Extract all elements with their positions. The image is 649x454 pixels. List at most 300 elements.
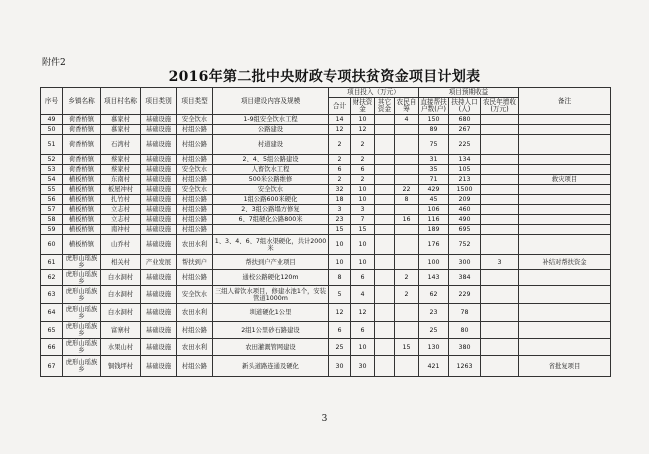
cell-category: 基础设施 (141, 155, 177, 165)
cell-population: 1500 (449, 185, 481, 195)
cell-income (481, 225, 519, 235)
cell-self: 15 (395, 339, 419, 356)
cell-remarks (519, 304, 611, 322)
table-row (41, 215, 611, 225)
cell-content: 新头道路连通及硬化 (213, 356, 329, 377)
cell-category: 基础设施 (141, 195, 177, 205)
cell-households: 62 (419, 286, 449, 304)
cell-seq: 61 (41, 255, 63, 270)
attachment-label: 附件2 (42, 58, 66, 68)
table-row (41, 205, 611, 215)
cell-content: 帮扶到户产业项目 (213, 255, 329, 270)
cell-self (395, 225, 419, 235)
cell-fiscal: 15 (351, 225, 375, 235)
cell-self: 4 (395, 115, 419, 125)
cell-self (395, 322, 419, 339)
cell-total: 18 (329, 195, 351, 205)
cell-seq: 67 (41, 356, 63, 377)
cell-village: 立志村 (101, 205, 141, 215)
table-row (41, 195, 611, 205)
cell-self (395, 125, 419, 135)
cell-content: 500米公路维修 (213, 175, 329, 185)
cell-self (395, 255, 419, 270)
cell-type: 村组公路 (177, 356, 213, 377)
cell-fiscal: 12 (351, 304, 375, 322)
cell-fiscal: 10 (351, 185, 375, 195)
cell-town: 荷香桥镇 (63, 155, 101, 165)
cell-households: 150 (419, 115, 449, 125)
page-title: 2016年第二批中央财政专项扶贫资金项目计划表 (168, 69, 481, 85)
cell-other (375, 115, 395, 125)
cell-fiscal: 6 (351, 322, 375, 339)
cell-households: 143 (419, 270, 449, 286)
cell-content: 2组1公里砂石路建设 (213, 322, 329, 339)
cell-total: 2 (329, 175, 351, 185)
cell-other (375, 225, 395, 235)
cell-fiscal: 10 (351, 235, 375, 255)
cell-households: 189 (419, 225, 449, 235)
cell-self (395, 165, 419, 175)
cell-population: 80 (449, 322, 481, 339)
cell-other (375, 356, 395, 377)
cell-content: 1组公路600米硬化 (213, 195, 329, 205)
cell-category: 产业发展 (141, 255, 177, 270)
cell-other (375, 322, 395, 339)
cell-category: 基础设施 (141, 125, 177, 135)
cell-remarks (519, 135, 611, 155)
cell-total: 3 (329, 205, 351, 215)
table-row (41, 225, 611, 235)
cell-remarks (519, 322, 611, 339)
cell-households: 75 (419, 135, 449, 155)
cell-income (481, 215, 519, 225)
table-row (41, 339, 611, 356)
cell-type: 安全饮水 (177, 115, 213, 125)
cell-seq: 60 (41, 235, 63, 255)
cell-households: 89 (419, 125, 449, 135)
cell-fiscal: 2 (351, 135, 375, 155)
cell-remarks (519, 215, 611, 225)
cell-village: 相关村 (101, 255, 141, 270)
cell-remarks (519, 185, 611, 195)
cell-village: 慕家村 (101, 115, 141, 125)
cell-population: 209 (449, 195, 481, 205)
cell-fiscal: 4 (351, 286, 375, 304)
cell-type: 村组公路 (177, 195, 213, 205)
cell-village: 白水洞村 (101, 270, 141, 286)
cell-total: 14 (329, 115, 351, 125)
cell-type: 农田水利 (177, 339, 213, 356)
cell-content: 安全饮水 (213, 185, 329, 195)
cell-other (375, 339, 395, 356)
cell-households: 429 (419, 185, 449, 195)
cell-fiscal: 7 (351, 215, 375, 225)
cell-other (375, 195, 395, 205)
cell-town: 虎形山瑶族乡 (63, 286, 101, 304)
cell-households: 35 (419, 165, 449, 175)
cell-town: 横板桥镇 (63, 205, 101, 215)
cell-village: 板屋冲村 (101, 185, 141, 195)
cell-population: 752 (449, 235, 481, 255)
cell-village: 慕家村 (101, 125, 141, 135)
cell-self (395, 356, 419, 377)
cell-other (375, 185, 395, 195)
cell-type: 村组公路 (177, 205, 213, 215)
cell-total: 2 (329, 155, 351, 165)
cell-income (481, 235, 519, 255)
cell-content: 人畜饮水工程 (213, 165, 329, 175)
cell-fiscal: 10 (351, 339, 375, 356)
cell-content: 1-9组安全饮水工程 (213, 115, 329, 125)
cell-remarks (519, 165, 611, 175)
cell-income (481, 115, 519, 125)
cell-income (481, 125, 519, 135)
table-row (41, 155, 611, 165)
cell-seq: 49 (41, 115, 63, 125)
cell-remarks (519, 195, 611, 205)
cell-other (375, 286, 395, 304)
cell-fiscal: 12 (351, 125, 375, 135)
cell-seq: 65 (41, 322, 63, 339)
cell-remarks (519, 270, 611, 286)
cell-village: 立志村 (101, 215, 141, 225)
cell-population: 680 (449, 115, 481, 125)
cell-other (375, 175, 395, 185)
table-row (41, 235, 611, 255)
cell-households: 31 (419, 155, 449, 165)
cell-fiscal: 10 (351, 255, 375, 270)
cell-fiscal: 30 (351, 356, 375, 377)
cell-households: 23 (419, 304, 449, 322)
cell-content: 农田灌溉管网建设 (213, 339, 329, 356)
cell-category: 基础设施 (141, 175, 177, 185)
cell-type: 村组公路 (177, 270, 213, 286)
header-population: 扶持人口(人) (449, 98, 481, 115)
table-row (41, 270, 611, 286)
header-type: 项目类型 (177, 88, 213, 115)
cell-total: 10 (329, 235, 351, 255)
cell-population: 105 (449, 165, 481, 175)
header-category: 项目类别 (141, 88, 177, 115)
cell-total: 12 (329, 304, 351, 322)
cell-fiscal: 10 (351, 195, 375, 205)
table-row (41, 175, 611, 185)
header-village: 项目村名称 (101, 88, 141, 115)
cell-category: 基础设施 (141, 270, 177, 286)
cell-village: 山乔村 (101, 235, 141, 255)
cell-remarks (519, 125, 611, 135)
cell-seq: 50 (41, 125, 63, 135)
cell-content: 圳道硬化1公里 (213, 304, 329, 322)
cell-town: 横板桥镇 (63, 185, 101, 195)
cell-households: 45 (419, 195, 449, 205)
cell-type: 村组公路 (177, 125, 213, 135)
cell-town: 荷香桥镇 (63, 125, 101, 135)
cell-town: 横板桥镇 (63, 215, 101, 225)
table-row (41, 185, 611, 195)
cell-village: 蔡家村 (101, 155, 141, 165)
cell-total: 12 (329, 125, 351, 135)
cell-households: 130 (419, 339, 449, 356)
cell-self: 22 (395, 185, 419, 195)
cell-village: 白水洞村 (101, 304, 141, 322)
cell-category: 基础设施 (141, 322, 177, 339)
cell-town: 虎形山瑶族乡 (63, 270, 101, 286)
cell-category: 基础设施 (141, 135, 177, 155)
cell-population: 225 (449, 135, 481, 155)
cell-population: 267 (449, 125, 481, 135)
cell-remarks (519, 155, 611, 165)
cell-category: 基础设施 (141, 215, 177, 225)
cell-town: 荷香桥镇 (63, 165, 101, 175)
cell-income (481, 175, 519, 185)
cell-seq: 55 (41, 185, 63, 195)
table-row (41, 286, 611, 304)
header-fiscal: 财扶资金 (351, 98, 375, 115)
cell-town: 横板桥镇 (63, 235, 101, 255)
cell-total: 6 (329, 165, 351, 175)
cell-category: 基础设施 (141, 235, 177, 255)
header-content: 项目建设内容及规模 (213, 88, 329, 115)
cell-town: 虎形山瑶族乡 (63, 255, 101, 270)
cell-population: 213 (449, 175, 481, 185)
cell-households: 106 (419, 205, 449, 215)
cell-content: 2、4、5组公路建设 (213, 155, 329, 165)
cell-population: 229 (449, 286, 481, 304)
cell-type: 村组公路 (177, 155, 213, 165)
cell-content: 6、7组硬化公路800米 (213, 215, 329, 225)
table-row (41, 125, 611, 135)
cell-total: 25 (329, 339, 351, 356)
cell-fiscal: 2 (351, 155, 375, 165)
cell-category: 基础设施 (141, 225, 177, 235)
cell-total: 10 (329, 255, 351, 270)
table-row (41, 356, 611, 377)
cell-content: 1、3、4、6、7组水渠硬化，共计2000米 (213, 235, 329, 255)
cell-income (481, 135, 519, 155)
cell-seq: 66 (41, 339, 63, 356)
cell-town: 虎形山瑶族乡 (63, 304, 101, 322)
table-row (41, 304, 611, 322)
cell-total: 5 (329, 286, 351, 304)
cell-type: 村组公路 (177, 322, 213, 339)
header-total: 合计 (329, 98, 351, 115)
cell-village: 白水洞村 (101, 286, 141, 304)
cell-total: 6 (329, 322, 351, 339)
cell-self (395, 205, 419, 215)
cell-village: 东南村 (101, 175, 141, 185)
cell-self (395, 235, 419, 255)
cell-self: 2 (395, 270, 419, 286)
cell-income (481, 205, 519, 215)
header-investment-group: 项目投入（万元） (329, 88, 419, 98)
cell-seq: 52 (41, 155, 63, 165)
cell-category: 基础设施 (141, 205, 177, 215)
cell-income (481, 286, 519, 304)
cell-seq: 59 (41, 225, 63, 235)
cell-population: 300 (449, 255, 481, 270)
cell-remarks (519, 225, 611, 235)
header-town: 乡镇名称 (63, 88, 101, 115)
cell-village: 富寨村 (101, 322, 141, 339)
cell-type: 村组公路 (177, 215, 213, 225)
cell-population: 78 (449, 304, 481, 322)
header-benefit-group: 项目预期收益 (419, 88, 519, 98)
cell-seq: 64 (41, 304, 63, 322)
cell-other (375, 304, 395, 322)
cell-remarks: 省批复项目 (519, 356, 611, 377)
cell-remarks: 救灾项目 (519, 175, 611, 185)
cell-total: 30 (329, 356, 351, 377)
cell-type: 安全饮水 (177, 185, 213, 195)
cell-content: 公路建设 (213, 125, 329, 135)
cell-remarks (519, 205, 611, 215)
header-remarks: 备注 (519, 88, 611, 115)
cell-remarks (519, 286, 611, 304)
project-plan-table (40, 87, 611, 377)
cell-other (375, 165, 395, 175)
table-row (41, 255, 611, 270)
cell-households: 71 (419, 175, 449, 185)
cell-category: 基础设施 (141, 165, 177, 175)
header-households: 直接帮扶户数(户) (420, 98, 447, 113)
cell-income (481, 322, 519, 339)
cell-total: 2 (329, 135, 351, 155)
cell-village: 南冲村 (101, 225, 141, 235)
cell-other (375, 235, 395, 255)
cell-self: 16 (395, 215, 419, 225)
cell-income (481, 356, 519, 377)
cell-village: 蔡家村 (101, 165, 141, 175)
cell-type: 农田水利 (177, 304, 213, 322)
cell-seq: 62 (41, 270, 63, 286)
table-row (41, 135, 611, 155)
cell-income (481, 270, 519, 286)
cell-households: 176 (419, 235, 449, 255)
cell-type: 安全饮水 (177, 165, 213, 175)
cell-other (375, 215, 395, 225)
cell-town: 荷香桥镇 (63, 135, 101, 155)
cell-remarks (519, 235, 611, 255)
cell-self (395, 304, 419, 322)
cell-seq: 63 (41, 286, 63, 304)
cell-type: 村组公路 (177, 135, 213, 155)
cell-town: 荷香桥镇 (63, 115, 101, 125)
page-number: 3 (321, 414, 328, 424)
cell-households: 25 (419, 322, 449, 339)
cell-type: 村组公路 (177, 175, 213, 185)
cell-category: 基础设施 (141, 339, 177, 356)
cell-total: 23 (329, 215, 351, 225)
header-self: 农民自筹 (395, 98, 419, 115)
cell-income (481, 339, 519, 356)
cell-town: 虎形山瑶族乡 (63, 339, 101, 356)
cell-type: 帮扶到户 (177, 255, 213, 270)
cell-other (375, 135, 395, 155)
cell-population: 695 (449, 225, 481, 235)
cell-population: 380 (449, 339, 481, 356)
cell-total: 8 (329, 270, 351, 286)
cell-content (213, 225, 329, 235)
cell-population: 134 (449, 155, 481, 165)
cell-town: 虎形山瑶族乡 (63, 356, 101, 377)
cell-income (481, 304, 519, 322)
cell-households: 100 (419, 255, 449, 270)
cell-fiscal: 10 (351, 115, 375, 125)
cell-other (375, 255, 395, 270)
cell-town: 横板桥镇 (63, 175, 101, 185)
cell-category: 基础设施 (141, 286, 177, 304)
cell-population: 1263 (449, 356, 481, 377)
cell-seq: 53 (41, 165, 63, 175)
table-body (41, 115, 611, 377)
cell-income (481, 155, 519, 165)
cell-self (395, 155, 419, 165)
cell-town: 横板桥镇 (63, 195, 101, 205)
cell-population: 460 (449, 205, 481, 215)
table-row (41, 115, 611, 125)
cell-seq: 57 (41, 205, 63, 215)
cell-village: 铜钱坪村 (101, 356, 141, 377)
cell-town: 虎形山瑶族乡 (63, 322, 101, 339)
cell-category: 基础设施 (141, 115, 177, 125)
cell-total: 15 (329, 225, 351, 235)
cell-income (481, 185, 519, 195)
cell-self (395, 135, 419, 155)
cell-type: 村组公路 (177, 225, 213, 235)
cell-seq: 58 (41, 215, 63, 225)
cell-income (481, 195, 519, 205)
cell-town: 横板桥镇 (63, 225, 101, 235)
cell-total: 32 (329, 185, 351, 195)
cell-other (375, 155, 395, 165)
cell-remarks (519, 115, 611, 125)
cell-village: 水果山村 (101, 339, 141, 356)
cell-income (481, 165, 519, 175)
cell-village: 扎竹村 (101, 195, 141, 205)
cell-other (375, 125, 395, 135)
header-income: 农民年增收(万元) (481, 98, 519, 115)
cell-other (375, 205, 395, 215)
cell-fiscal: 6 (351, 165, 375, 175)
cell-self (395, 175, 419, 185)
table-row (41, 165, 611, 175)
cell-households: 116 (419, 215, 449, 225)
cell-category: 基础设施 (141, 356, 177, 377)
cell-seq: 56 (41, 195, 63, 205)
cell-content: 三组人蓄饮水项目，修建水池1个，安装管道1000m (213, 286, 329, 304)
cell-content: 村道建设 (213, 135, 329, 155)
cell-category: 基础设施 (141, 185, 177, 195)
cell-fiscal: 6 (351, 270, 375, 286)
cell-remarks (519, 339, 611, 356)
header-seq: 序号 (41, 88, 63, 115)
cell-content: 2、3组公路塌方修复 (213, 205, 329, 215)
cell-self: 8 (395, 195, 419, 205)
cell-village: 石湾村 (101, 135, 141, 155)
cell-population: 384 (449, 270, 481, 286)
header-other: 其它资金 (375, 98, 395, 115)
cell-category: 基础设施 (141, 304, 177, 322)
cell-fiscal: 2 (351, 175, 375, 185)
cell-seq: 51 (41, 135, 63, 155)
cell-type: 安全饮水 (177, 286, 213, 304)
cell-seq: 54 (41, 175, 63, 185)
table-header (41, 88, 611, 115)
cell-self: 2 (395, 286, 419, 304)
cell-other (375, 270, 395, 286)
cell-content: 通校公路硬化120m (213, 270, 329, 286)
